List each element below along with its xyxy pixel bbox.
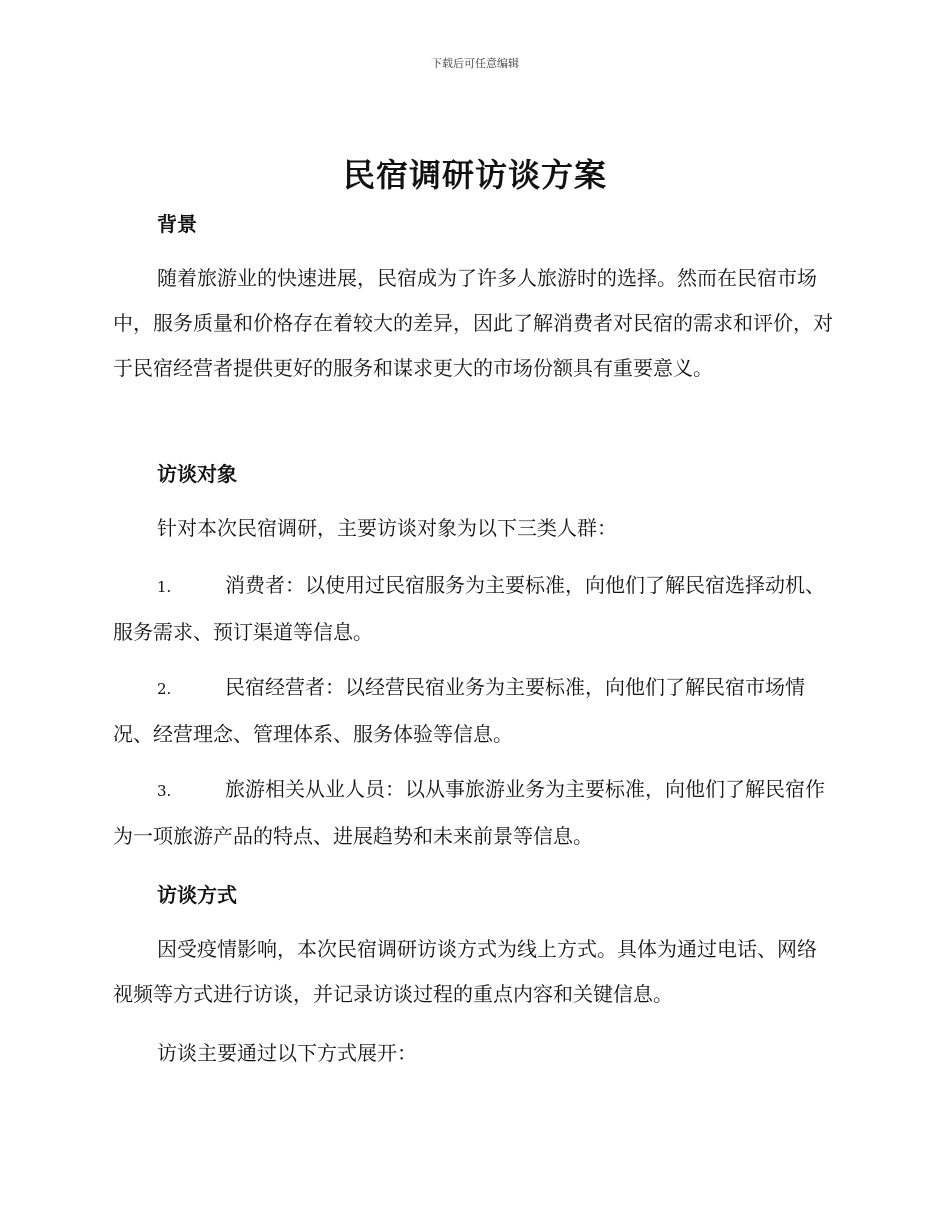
list-item-number: 1. <box>157 578 172 596</box>
list-item-text: 消费者：以使用过民宿服务为主要标准，向他们了解民宿选择动机、服务需求、预订渠道等信息。 <box>113 573 825 644</box>
list-item-text: 民宿经营者：以经营民宿业务为主要标准，向他们了解民宿市场情况、经营理念、管理体系、服务体验等信息。 <box>113 675 805 746</box>
list-item <box>113 767 835 859</box>
list-item-text: 旅游相关从业人员：以从事旅游业务为主要标准，向他们了解民宿作为一项旅游产品的特点、进展趋势和未来前景等信息。 <box>113 777 825 848</box>
list-item-number: 2. <box>157 680 172 698</box>
subjects-intro: 针对本次民宿调研，主要访谈对象为以下三类人群： <box>157 516 617 540</box>
list-item-number: 3. <box>157 782 172 800</box>
section-heading-subjects: 访谈对象 <box>157 462 237 486</box>
document-title: 民宿调研访谈方案 <box>342 156 607 194</box>
section-heading-background: 背景 <box>157 212 197 236</box>
method-intro: 访谈主要通过以下方式展开： <box>157 1041 417 1065</box>
header-note: 下载后可任意编辑 <box>431 57 519 70</box>
section-heading-method: 访谈方式 <box>157 883 237 907</box>
background-paragraph: 随着旅游业的快速进展，民宿成为了许多人旅游时的选择。然而在民宿市场中，服务质量和价格存在着较大的差异，因此了解消费者对民宿的需求和评价，对于民宿经营者提供更好的服务和谋求更大的市场份额具有重要意义。 <box>113 266 833 380</box>
list-item <box>113 665 835 757</box>
method-paragraph: 因受疫情影响，本次民宿调研访谈方式为线上方式。具体为通过电话、网络视频等方式进行访谈，并记录访谈过程的重点内容和关键信息。 <box>113 937 817 1006</box>
list-item <box>113 563 835 655</box>
